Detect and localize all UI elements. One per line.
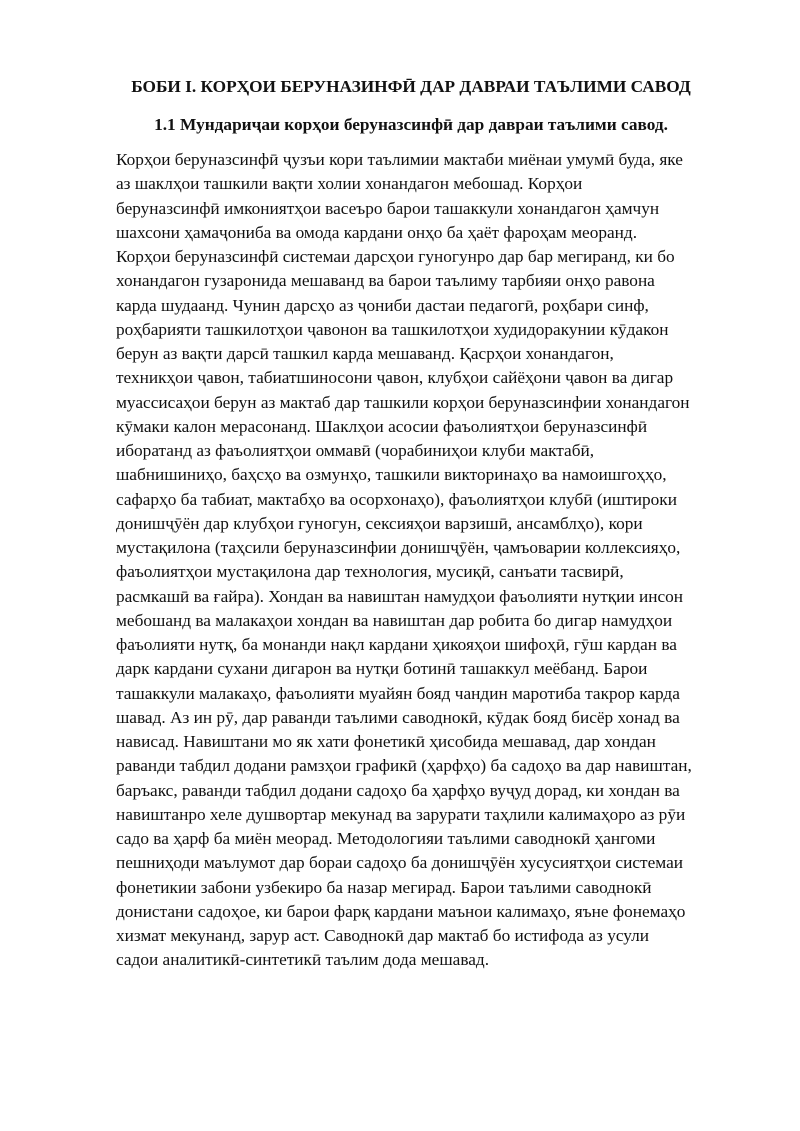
paragraph-line: шавад. Аз ин рӯ, дар раванди таълими саводнокӣ, кӯдак бояд бисёр хонад ва bbox=[116, 707, 680, 727]
paragraph-line: берун аз вақти дарсӣ ташкил карда мешаванд. Қасрҳои хонандагон, bbox=[116, 344, 614, 363]
paragraph-line: фаъолиятҳои мустақилона дар технология, мусиқӣ, санъати тасвирӣ, bbox=[116, 562, 624, 582]
paragraph-line: нависад. Навиштани мо як хати фонетикӣ ҳисобида мешавад, дар хондан bbox=[116, 732, 656, 751]
paragraph-line: кӯмаки калон мерасонанд. Шаклҳои асосии фаъолиятҳои беруназсинфӣ bbox=[116, 416, 648, 436]
paragraph-line: пешниҳоди маълумот дар бораи садоҳо ба донишҷӯён хусусиятҳои системаи bbox=[116, 853, 683, 873]
paragraph-line: навиштанро хеле душвортар мекунад ва зарурати таҳлили калимаҳоро аз рӯи bbox=[116, 804, 686, 824]
chapter-title: БОБИ I. КОРҲОИ БЕРУНАЗИНФӢ ДАР ДАВРАИ ТАЪЛИМИ САВОД bbox=[131, 77, 691, 96]
paragraph-line: роҳбарияти ташкилотҳои ҷавонон ва ташкилотҳои худидоракунии кӯдакон bbox=[116, 319, 669, 339]
paragraph-line: иборатанд аз фаъолиятҳои оммавӣ (чорабиниҳои клуби мактабӣ, bbox=[116, 441, 595, 460]
paragraph-line: баръакс, раванди табдил додани садоҳо ба ҳарфҳо вуҷуд дорад, ки хондан ва bbox=[116, 780, 680, 800]
paragraph-line: техникҳои ҷавон, табиатшиносони ҷавон, клубҳои сайёҳони ҷавон ва дигар bbox=[116, 368, 674, 388]
paragraph-line: Корҳои беруназсинфӣ ҷузъи кори таълимии мактаби миёнаи умумӣ буда, яке bbox=[116, 150, 683, 169]
paragraph-line: шахсони ҳамаҷониба ва омода кардани онҳо ба ҳаёт фароҳам меоранд. bbox=[116, 222, 638, 242]
paragraph-line: садо ва ҳарф ба миён меорад. Методологияи таълими саводнокӣ ҳангоми bbox=[116, 829, 656, 848]
paragraph-line: хизмат мекунанд, зарур аст. Саводнокӣ дар мактаб бо истифода аз усули bbox=[116, 926, 650, 945]
paragraph-line: донистани садоҳое, ки барои фарқ кардани маънои калимаҳо, яъне фонемаҳо bbox=[116, 901, 686, 921]
paragraph-line: карда шудаанд. Чунин дарсҳо аз ҷониби дастаи педагогӣ, роҳбари синф, bbox=[116, 295, 649, 315]
paragraph-line: донишҷӯён дар клубҳои гуногун, сексияҳои варзишӣ, ансамблҳо), кори bbox=[116, 513, 643, 533]
paragraph-line: мустақилона (таҳсили беруназсинфии донишҷӯён, ҷамъоварии коллексияҳо, bbox=[116, 538, 681, 557]
paragraph-line: расмкашӣ ва ғайра). Хондан ва навиштан намудҳои фаъолияти нутқии инсон bbox=[116, 586, 684, 606]
paragraph-line: ташаккули малакаҳо, фаъолияти муайян бояд чандин маротиба такрор карда bbox=[116, 683, 680, 703]
paragraph-line: фаъолияти нутқ, ба монанди нақл кардани ҳикояҳои шифоҳӣ, гӯш кардан ва bbox=[116, 635, 677, 654]
paragraph-line: садои аналитикӣ-синтетикӣ таълим дода мешавад. bbox=[116, 950, 490, 970]
section-title: 1.1 Мундариҷаи корҳои беруназсинфӣ дар давраи таълими савод. bbox=[154, 115, 668, 134]
paragraph-line: мебошанд ва малакаҳои хондан ва навиштан дар робита бо дигар намудҳои bbox=[116, 610, 673, 630]
paragraph-line: Корҳои беруназсинфӣ системаи дарсҳои гуногунро дар бар мегиранд, ки бо bbox=[116, 247, 675, 266]
paragraph-line: фонетикии забони узбекиро ба назар мегирад. Барои таълими саводнокӣ bbox=[116, 877, 652, 897]
paragraph-line: муассисаҳои берун аз мактаб дар ташкили корҳои беруназсинфии хонандагон bbox=[116, 392, 690, 412]
paragraph-line: шабнишиниҳо, баҳсҳо ва озмунҳо, ташкили викторинаҳо ва намоишгоҳҳо, bbox=[116, 465, 667, 485]
paragraph-line: беруназсинфӣ имкониятҳои васеъро барои ташаккули хонандагон ҳамчун bbox=[116, 198, 660, 218]
paragraph-line: раванди табдил додани рамзҳои графикӣ (ҳарфҳо) ба садоҳо ва дар навиштан, bbox=[116, 756, 692, 776]
paragraph-line: хонандагон гузаронида мешаванд ва барои таълиму тарбияи онҳо равона bbox=[116, 271, 655, 291]
paragraph-line: сафарҳо ба табиат, мактабҳо ва осорхонаҳо), фаъолиятҳои клубӣ (иштироки bbox=[116, 489, 677, 509]
body-paragraph bbox=[116, 148, 756, 973]
paragraph-line: дарк кардани сухани дигарон ва нутқи ботинӣ ташаккул меёбанд. Барои bbox=[116, 659, 648, 679]
paragraph-line: аз шаклҳои ташкили вақти холии хонандагон мебошад. Корҳои bbox=[116, 174, 583, 194]
